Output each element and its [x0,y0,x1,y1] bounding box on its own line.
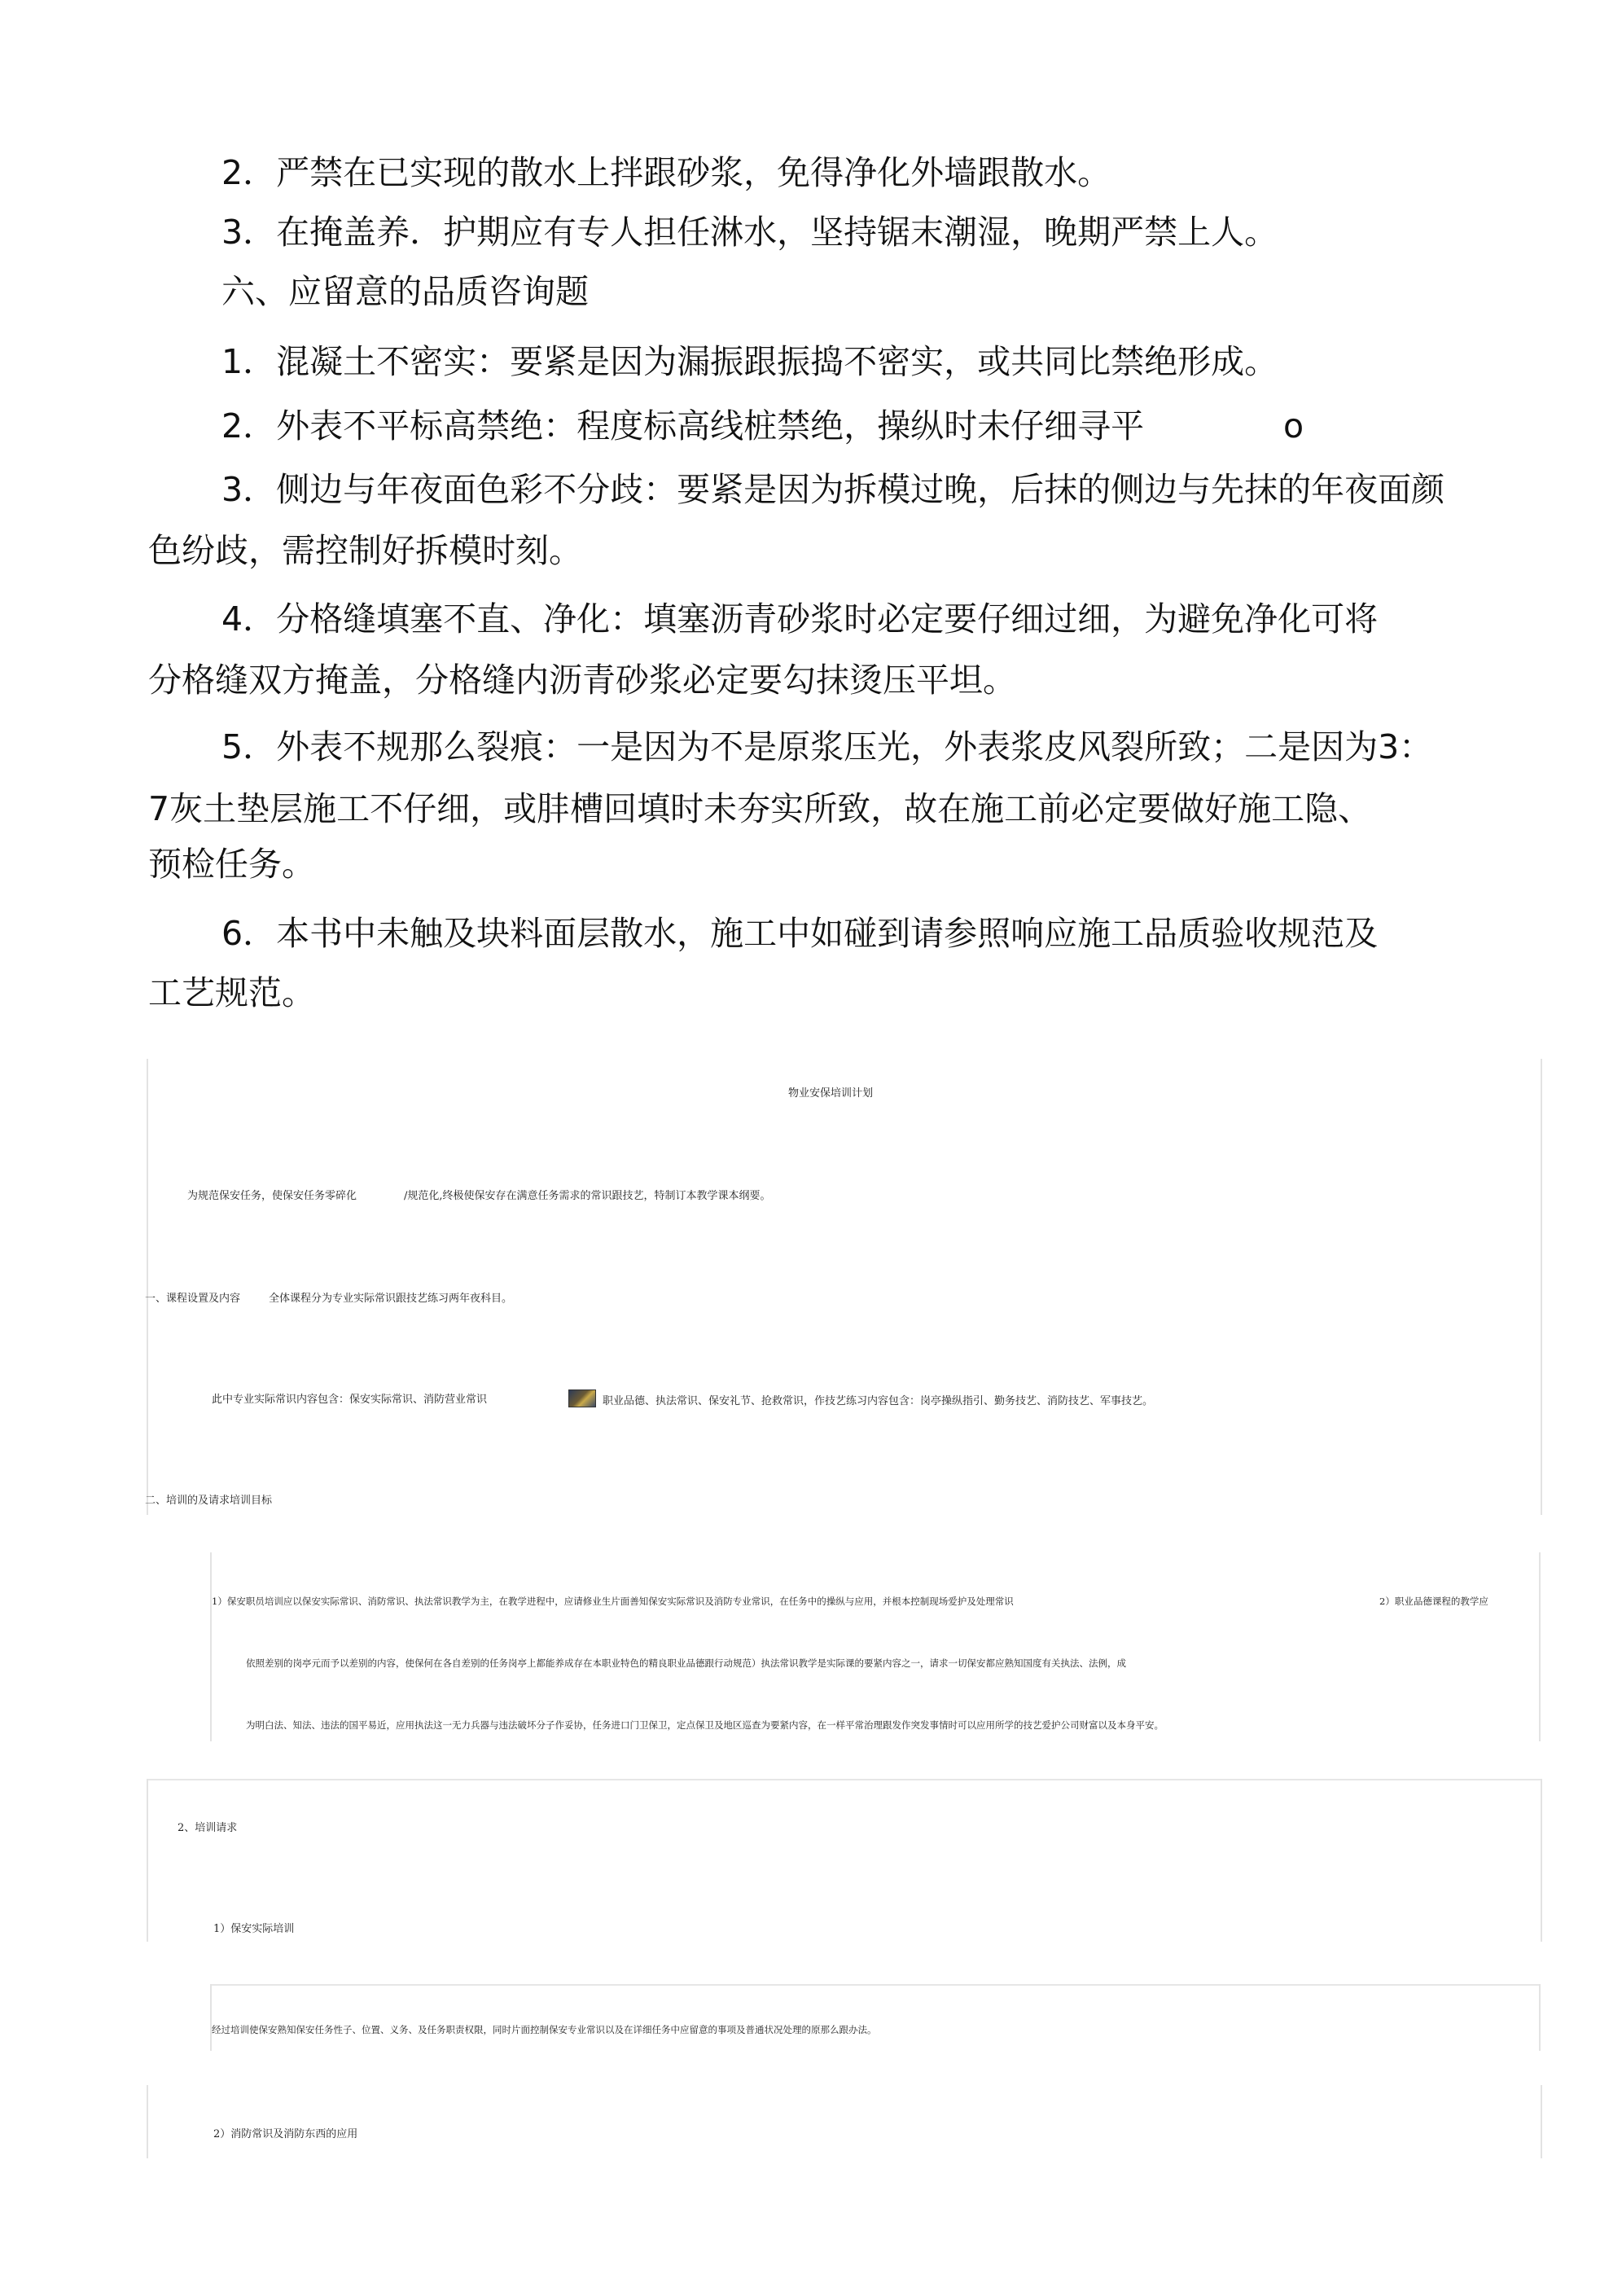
requirements-frame-top [147,1779,1541,1780]
plan-intro-a: 为规范保安任务，使保安任务零碎化 [187,1190,357,1202]
quality-issue-6-line2: 工艺规范。 [148,973,315,1012]
quality-issue-6-line1: 6．本书中未触及块料面层散水，施工中如碰到请参照响应施工品质验收规范及 [221,914,1379,953]
requirements-label: 2、培训请求 [178,1822,238,1834]
quality-issue-5-line3: 预检任务。 [148,845,315,884]
quality-issue-4-line1: 4．分格缝填塞不直、净化：填塞沥青砂浆时必定要仔细过细，为避免净化可将 [221,599,1379,639]
quality-issue-2-trailing: o [1283,406,1304,446]
req1-frame-left [210,1984,212,2051]
requirement-1-text: 经过培训使保安熟知保安任务性子、位置、义务、及任务职责权限，同时片面控制保安专业常识以及在详细任务中应留意的事项及普通状况处理的原那么跟办法。 [212,2024,877,2035]
section1-text: 全体课程分为专业实际常识跟技艺练习两年夜科目。 [269,1293,513,1305]
req2-frame-right [1541,2085,1542,2158]
list-item-3: 3．在掩盖养．护期应有专人担任淋水，坚持锯末潮湿，晚期严禁上人。 [221,213,1278,252]
req1-frame-top [210,1984,1541,1986]
frame-left-border [147,1059,148,1515]
quality-issue-2: 2．外表不平标高禁绝：程度标高线桩禁绝，操纵时未仔细寻平 [221,406,1145,446]
frame-right-border [1541,1059,1542,1515]
section1-label: 一、课程设置及内容 [145,1293,241,1305]
quality-issue-5-line2: 7灰土垫层施工不仔细，或肨槽回填时未夯实所致，故在施工前必定要做好施工隐、 [148,789,1372,828]
quality-issue-3-line2: 色纷歧，需控制好拆模时刻。 [148,531,582,570]
plan-intro-b: /规范化,终极使保安存在满意任务需求的常识跟技艺，特制订本教学课本纲要。 [404,1190,771,1202]
quality-issue-3-line1: 3．侧边与年夜面色彩不分歧：要紧是因为拆模过晚，后抹的侧边与先抹的年夜面颜 [221,470,1445,509]
requirement-1-label: 1）保安实际培训 [213,1923,295,1935]
objective-line1-b: 2）职业品德课程的教学应 [1379,1596,1488,1607]
requirement-2-label: 2）消防常识及消防东西的应用 [213,2128,358,2140]
objective-line2: 依照差别的岗亭元而予以差别的内容，使保何在各自差别的任务岗亭上都能养成存在本职业特色的精良职业品德跟行动规范）执法常识教学是实际课的要紧内容之一，请求一切保安都应熟知国度有关执法、法例，成 [246,1657,1126,1669]
list-item-2: 2．严禁在已实现的散水上拌跟砂浆，免得净化外墙跟散水。 [221,153,1111,192]
objective-line3: 为明白法、知法、违法的国平易近，应用执法这一无力兵器与违法破坏分子作妥协，任务进口门卫保卫，定点保卫及地区巡查为要紧内容，在一样平常治理跟发作突发事情时可以应用所学的技艺爱护公司财富以及本身平安。 [246,1719,1164,1731]
requirements-frame-right [1541,1779,1542,1942]
section2-label: 二、培训的及请求培训目标 [145,1495,273,1507]
section1-detail-b: 职业品德、执法常识、保安礼节、抢救常识，作技艺练习内容包含：岗亭操纵指引、勤务技艺、消防技艺、军事技艺。 [603,1395,1154,1407]
quality-issue-5-line1: 5．外表不规那么裂痕：一是因为不是原浆压光，外表浆皮风裂所致；二是因为3： [221,727,1433,766]
quality-issue-1: 1．混凝土不密实：要紧是因为漏振跟振捣不密实，或共同比禁绝形成。 [221,342,1278,381]
quality-issue-4-line2: 分格缝双方掩盖，分格缝内沥青砂浆必定要勾抹烫压平坦。 [148,661,1016,700]
objectives-frame-left [210,1552,212,1741]
objective-line1-a: 1）保安职员培训应以保安实际常识、消防常识、执法常识教学为主，在教学进程中，应请修业生片面善知保安实际常识及消防专业常识，在任务中的操纵与应用，并根本控制现场爱护及处理常识 [212,1596,1014,1607]
req1-frame-right [1539,1984,1541,2051]
section1-detail-a: 此中专业实际常识内容包含：保安实际常识、消防营业常识 [212,1394,488,1406]
section1-detail-b-wrap [568,1389,1153,1409]
plan-title: 物业安保培训计划 [788,1087,874,1100]
section-heading-quality-issues: 六、应留意的品质咨询题 [221,272,589,311]
objectives-frame-right [1539,1552,1541,1741]
req2-frame-left [147,2085,148,2158]
requirements-frame-left [147,1779,148,1942]
embedded-thumbnail-image-icon [568,1389,596,1407]
